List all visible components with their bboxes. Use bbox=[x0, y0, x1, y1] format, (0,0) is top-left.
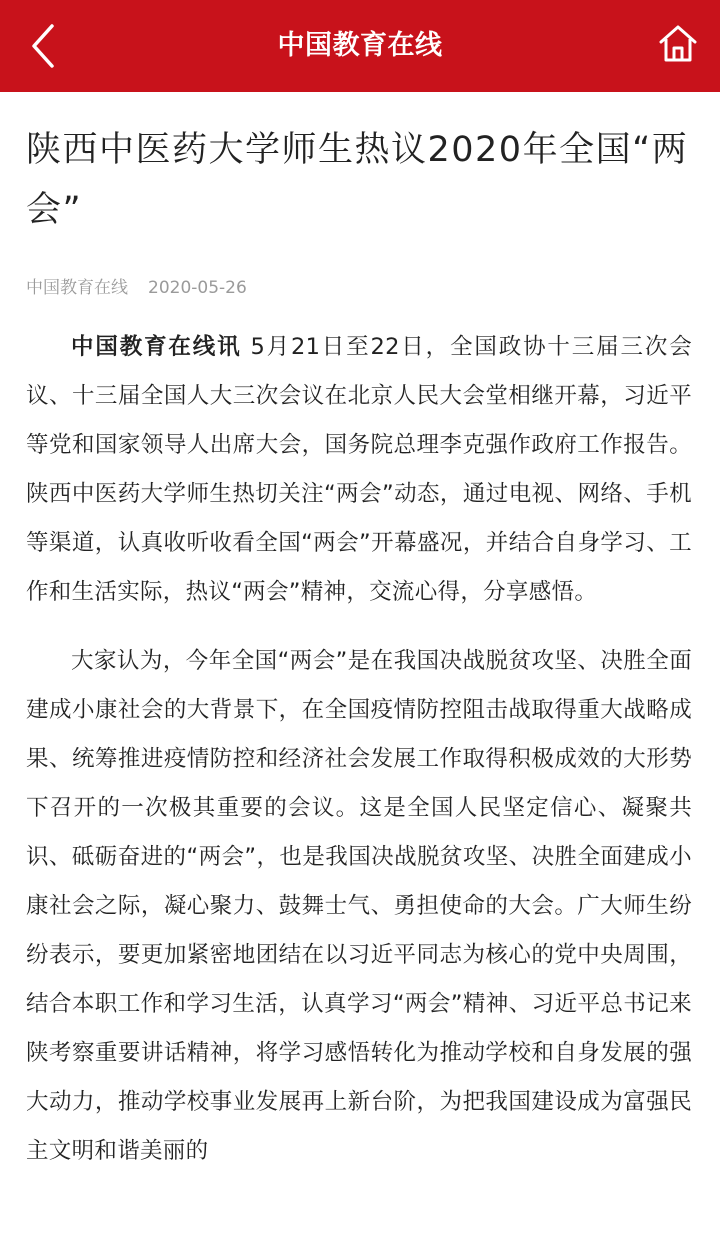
article-paragraph bbox=[26, 323, 692, 617]
article-paragraph: 大家认为，今年全国“两会”是在我国决战脱贫攻坚、决胜全面建成小康社会的大背景下，在全国疫情防控阻击战取得重大战略成果、统筹推进疫情防控和经济社会发展工作取得积极成效的大形势下召开的一次极其重要的会议。这是全国人民坚定信心、凝聚共识、砥砺奋进的“两会”，也是我国决战脱贫攻坚、决胜全面建成小康社会之际，凝心聚力、鼓舞士气、勇担使命的大会。广大师生纷纷表示，要更加紧密地团结在以习近平同志为核心的党中央周围，结合本职工作和学习生活，认真学习“两会”精神、习近平总书记来陕考察重要讲话精神，将学习感悟转化为推动学校和自身发展的强大动力，推动学校事业发展再上新台阶，为把我国建设成为富强民主文明和谐美丽的 bbox=[26, 648, 692, 1164]
article-meta bbox=[26, 276, 692, 300]
header-title: 中国教育在线 bbox=[277, 30, 443, 61]
paragraph-text: 5月21日至22日，全国政协十三届三次会议、十三届全国人大三次会议在北京人民大会堂相继开幕，习近平等党和国家领导人出席大会，国务院总理李克强作政府工作报告。陕西中医药大学师生热切关注“两会”动态，通过电视、网络、手机等渠道，认真收听收看全国“两会”开幕盛况，并结合自身学习、工作和生活实际，热议“两会”精神，交流心得，分享感悟。 bbox=[26, 334, 692, 605]
article-source: 中国教育在线 bbox=[26, 278, 128, 298]
article-title: 陕西中医药大学师生热议2020年全国“两会” bbox=[26, 130, 689, 230]
article-date: 2020-05-26 bbox=[148, 278, 247, 298]
app-header bbox=[0, 0, 720, 92]
home-icon bbox=[658, 22, 698, 66]
article-content bbox=[26, 92, 692, 1176]
article-lead: 中国教育在线讯 bbox=[71, 334, 242, 360]
home-button[interactable] bbox=[658, 22, 698, 66]
